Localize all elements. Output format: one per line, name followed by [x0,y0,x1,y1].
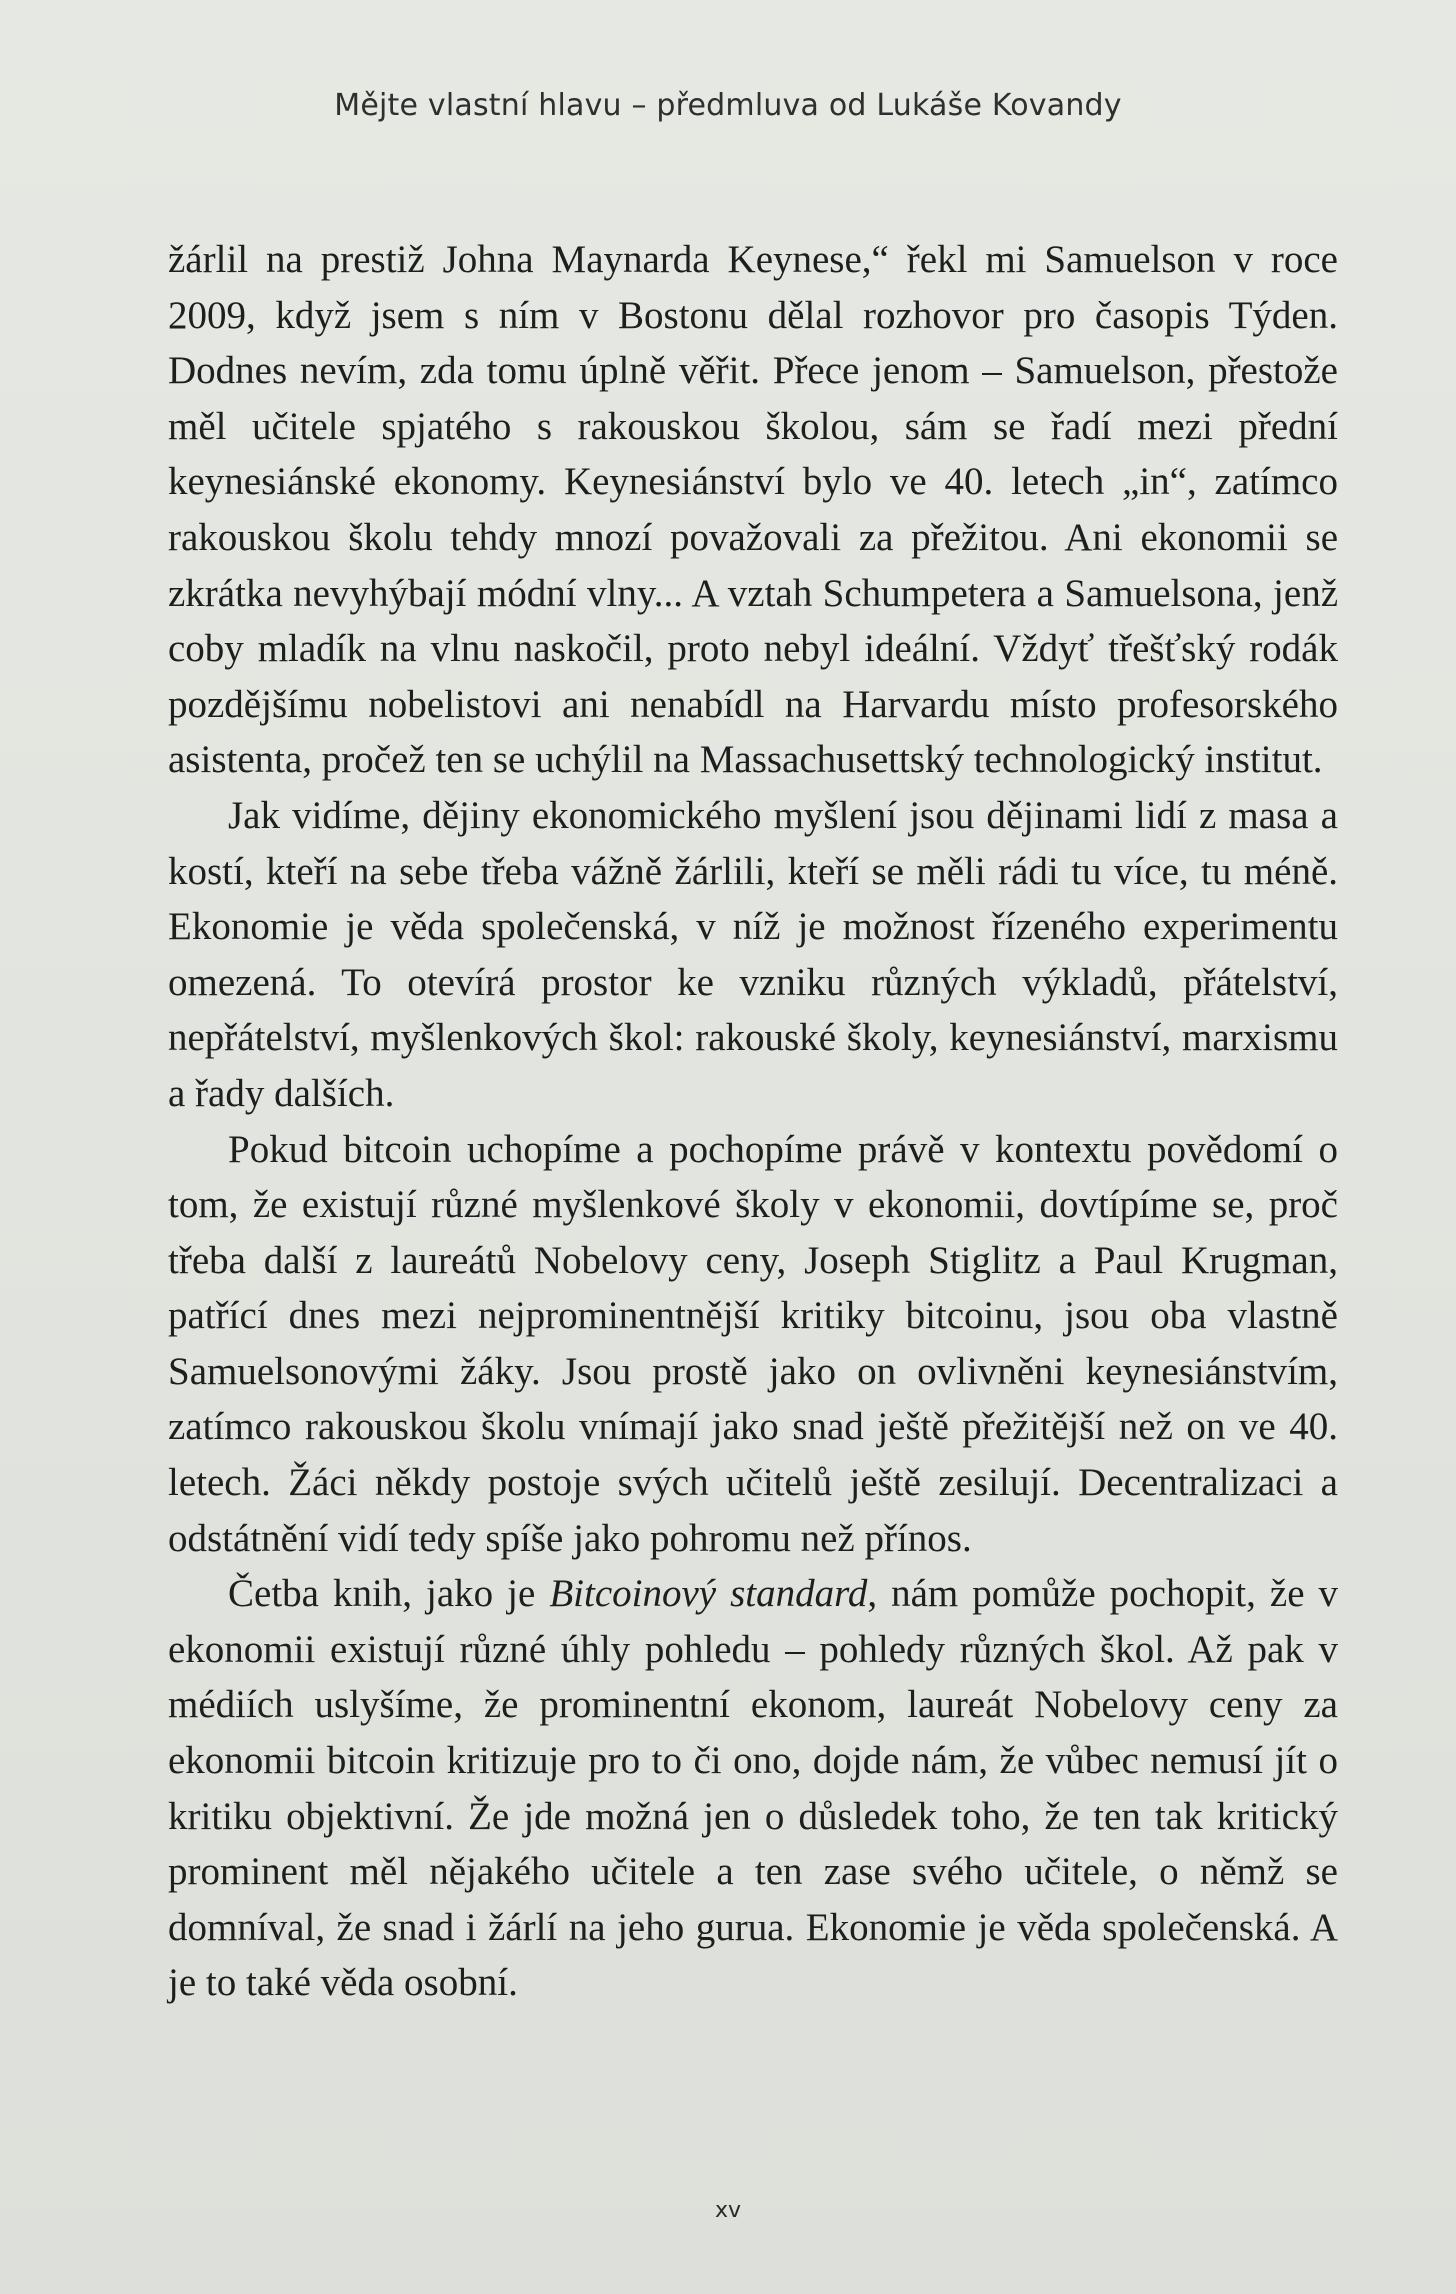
body-text [168,232,1338,2011]
paragraph-2: Jak vidíme, dějiny ekonomického myšlení jsou dějinami lidí z masa a kostí, kteří na sebe třeba vážně žárlili, kteří se měli rádi tu více, tu méně. Ekonomie je věda společenská, v níž je možnost řízeného experimentu omezená. To otevírá prostor ke vzniku různých výkladů, přátelství, nepřátelství, myšlenkových škol: rakouské školy, keynesiánství, marxismu a řady dalších. [168,793,1338,1115]
paragraph-3: Pokud bitcoin uchopíme a pochopíme právě v kontextu povědomí o tom, že existují různé myšlenkové školy v ekonomii, dovtípíme se, proč třeba další z laureátů Nobelovy ceny, Joseph Stiglitz a Paul Krugman, patřící dnes mezi nejprominentnější kritiky bitcoinu, jsou oba vlastně Samuelsonovými žáky. Jsou prostě jako on ovlivněni keynesiánstvím, zatímco rakouskou školu vnímají jako snad ještě přežitější než on ve 40. letech. Žáci někdy postoje svých učitelů ještě zesilují. Decentralizaci a odstátnění vidí tedy spíše jako pohromu než přínos. [168,1127,1338,1560]
running-head: Mějte vlastní hlavu – předmluva od Lukáše Kovandy [334,88,1122,123]
paragraph-4 [168,1566,1338,2011]
paragraph-4-lead: Četba knih, jako je [228,1572,550,1616]
paragraph-1: žárlil na prestiž Johna Maynarda Keynese,“ řekl mi Samuelson v roce 2009, když jsem s ním v Bostonu dělal rozhovor pro časopis Týden. Dodnes nevím, zda tomu úplně věřit. Přece jenom – Samuelson, přestože měl učitele spjatého s rakouskou školou, sám se řadí mezi přední keynesiánské ekonomy. Keynesiánství bylo ve 40. letech „in“, zatímco rakouskou školu tehdy mnozí považovali za přežitou. Ani ekonomii se zkrátka nevyhýbají módní vlny... A vztah Schumpetera a Samuelsona, jenž coby mladík na vlnu naskočil, proto nebyl ideální. Vždyť třešťský rodák pozdějšímu nobelistovi ani nenabídl na Harvardu místo profesorského asistenta, pročež ten se uchýlil na Massachusettský technologický institut. [168,238,1338,782]
paragraph-4-rest: , nám pomůže pochopit, že v ekonomii existují různé úhly pohledu – pohledy různých škol. Až pak v médiích uslyšíme, že prominentní ekonom, laureát Nobelovy ceny za ekonomii bitcoin kritizuje pro to či ono, dojde nám, že vůbec nemusí jít o kritiku objektivní. Že jde možná jen o důsledek toho, že ten tak kritický prominent měl nějakého učitele a ten zase svého učitele, o němž se domníval, že snad i žárlí na jeho gurua. Ekonomie je věda společenská. A je to také věda osobní. [168,1572,1338,2005]
book-title-italic: Bitcoinový standard [549,1572,868,1616]
page-number: xv [714,2198,742,2223]
